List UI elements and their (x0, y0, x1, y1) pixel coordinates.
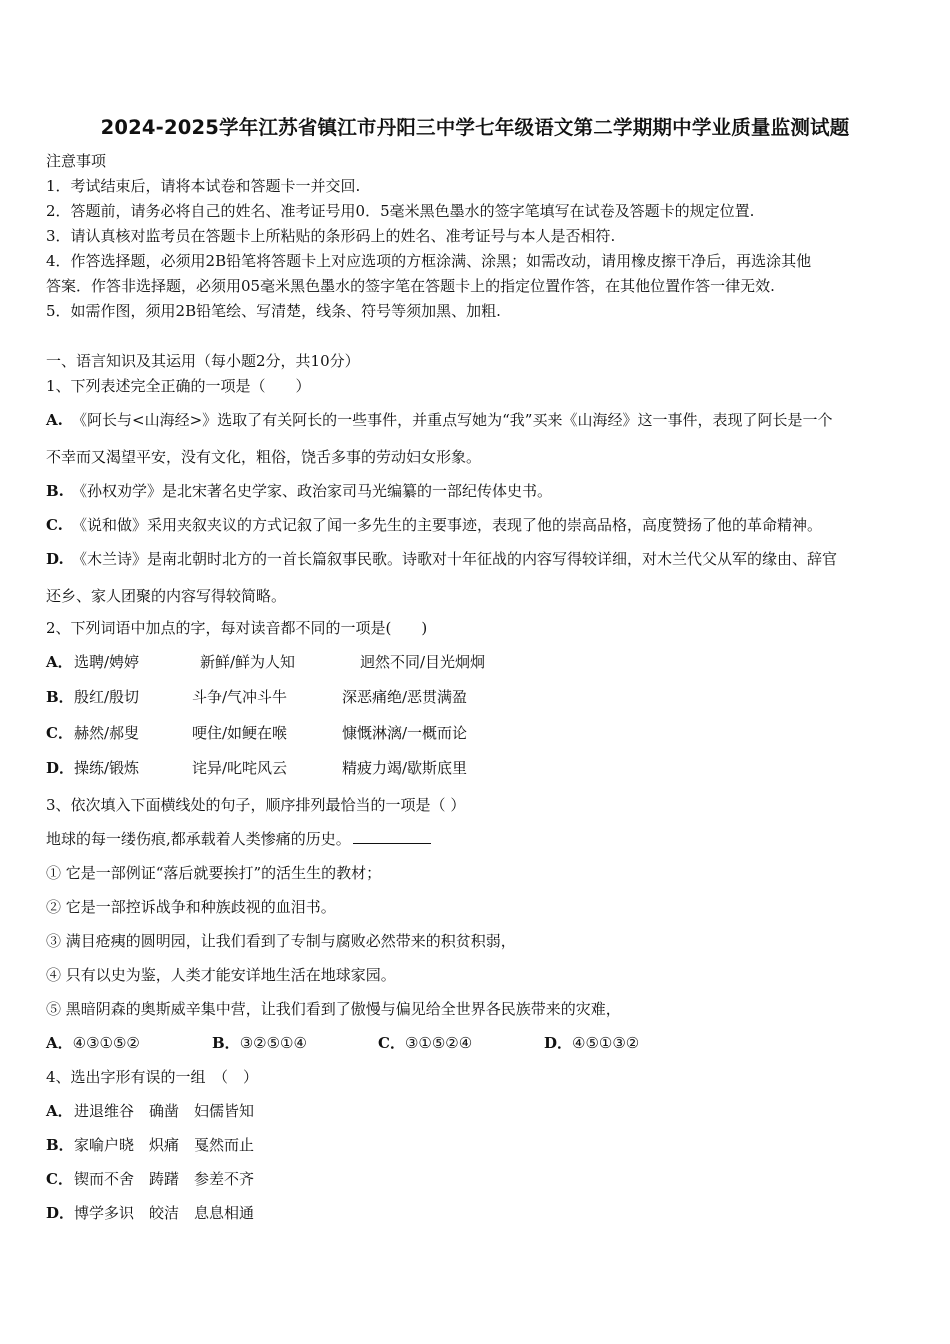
notice-item: 4．作答选择题，必须用2B铅笔将答题卡上对应选项的方框涂满、涂黑；如需改动，请用橡皮擦干净后，再选涂其他 (46, 252, 812, 270)
question-1-option-a-cont: 不幸而又渴望平安，没有文化，粗俗，饶舌多事的劳动妇女形象。 (46, 448, 482, 466)
option-word: 哽住/如鲠在喉 (192, 724, 288, 742)
option-word: 精疲力竭/歇斯底里 (342, 759, 468, 777)
question-3-lead (46, 829, 431, 849)
option-letter: D． (46, 1204, 75, 1222)
option-word: 赫然/郝叟 (74, 724, 140, 742)
option-text: ③②⑤①④ (239, 1034, 307, 1052)
option-letter: A. (46, 411, 63, 429)
option-letter: A． (46, 1102, 73, 1120)
option-text: 《阿长与<山海经>》选取了有关阿长的一些事件，并重点写她为“我”买来《山海经》这一事件，表现了阿长是一个 (72, 411, 833, 429)
option-letter: C． (378, 1034, 405, 1052)
question-3-stem: 3、依次填入下面横线处的句子，顺序排列最恰当的一项是（ ） (46, 796, 466, 814)
option-text: ④⑤①③② (572, 1034, 640, 1052)
option-letter: B. (46, 482, 64, 500)
notice-item: 1．考试结束后，请将本试卷和答题卡一并交回. (46, 177, 361, 195)
option-a (46, 1033, 212, 1053)
option-text: 《孙权劝学》是北宋著名史学家、政治家司马光编纂的一部纪传体史书。 (72, 482, 553, 500)
question-1-option-c (46, 515, 822, 535)
option-word: 诧异/叱咤风云 (192, 759, 288, 777)
question-3-sentence: ③ 满目疮痍的圆明园，让我们看到了专制与腐败必然带来的积贫积弱， (46, 932, 516, 950)
question-4-option-a (46, 1101, 254, 1121)
option-text: 《说和做》采用夹叙夹议的方式记叙了闻一多先生的主要事迹，表现了他的崇高品格，高度赞扬了他的革命精神。 (72, 516, 823, 534)
question-4-stem: 4、选出字形有误的一组 （ ） (46, 1068, 259, 1086)
notice-item: 5．如需作图，须用2B铅笔绘、写清楚，线条、符号等须加黑、加粗. (46, 302, 501, 320)
option-text: 博学多识 皎洁 息息相通 (74, 1204, 255, 1222)
question-3-sentence: ⑤ 黑暗阴森的奥斯威辛集中营，让我们看到了傲慢与偏见给全世界各民族带来的灾难， (46, 1000, 621, 1018)
option-word: 殷红/殷切 (74, 688, 140, 706)
question-3-sentence: ② 它是一部控诉战争和种族歧视的血泪书。 (46, 898, 336, 916)
option-letter: C． (46, 724, 73, 742)
question-3-sentence: ① 它是一部例证“落后就要挨打”的活生生的教材； (46, 864, 382, 882)
question-2-option-b (46, 687, 467, 707)
question-1-option-b (46, 481, 552, 501)
option-b (212, 1033, 378, 1053)
option-word: 迥然不同/目光炯炯 (360, 653, 486, 671)
option-word: 选聘/娉婷 (74, 653, 140, 671)
lead-text: 地球的每一缕伤痕,都承载着人类惨痛的历史。 (46, 830, 351, 848)
question-2-option-c (46, 723, 467, 743)
section-heading: 一、语言知识及其运用（每小题2分，共10分） (46, 352, 360, 370)
notice-item: 2．答题前，请务必将自己的姓名、准考证号用0．5毫米黑色墨水的签字笔填写在试卷及答题卡的规定位置. (46, 202, 755, 220)
option-letter: B． (212, 1034, 240, 1052)
option-text: ③①⑤②④ (404, 1034, 473, 1052)
option-letter: A． (46, 1034, 73, 1052)
option-letter: A． (46, 653, 73, 671)
question-1-stem: 1、下列表述完全正确的一项是（ ） (46, 377, 311, 395)
question-1-option-d-cont: 还乡、家人团聚的内容写得较简略。 (46, 587, 287, 605)
option-letter: C. (46, 516, 63, 534)
question-2-option-d (46, 758, 467, 778)
option-word: 操练/锻炼 (74, 759, 140, 777)
option-word: 慷慨淋漓/一概而论 (342, 724, 468, 742)
option-text: ④③①⑤② (72, 1034, 140, 1052)
option-d (544, 1033, 639, 1053)
question-4-option-b (46, 1135, 254, 1155)
option-letter: D. (46, 550, 64, 568)
option-letter: D． (544, 1034, 573, 1052)
option-text: 家喻户晓 炽痛 戛然而止 (74, 1136, 255, 1154)
option-text: 进退维谷 确凿 妇儒皆知 (74, 1102, 255, 1120)
answer-blank (353, 829, 431, 844)
option-c (378, 1033, 544, 1053)
question-4-option-d (46, 1203, 254, 1223)
question-1-option-a (46, 410, 832, 430)
notice-heading: 注意事项 (46, 152, 107, 170)
question-3-options (46, 1033, 639, 1053)
option-text: 《木兰诗》是南北朝时北方的一首长篇叙事民歌。诗歌对十年征战的内容写得较详细，对木兰代父从军的缘由、辞官 (72, 550, 838, 568)
question-3-sentence: ④ 只有以史为鉴，人类才能安详地生活在地球家园。 (46, 966, 396, 984)
question-1-option-d (46, 549, 837, 569)
question-2-stem: 2、下列词语中加点的字，每对读音都不同的一项是( ) (46, 619, 428, 637)
option-letter: D． (46, 759, 75, 777)
notice-item: 3．请认真核对监考员在答题卡上所粘贴的条形码上的姓名、准考证号与本人是否相符. (46, 227, 616, 245)
option-letter: C． (46, 1170, 73, 1188)
question-2-option-a (46, 652, 485, 672)
option-text: 锲而不舍 踌躇 参差不齐 (74, 1170, 255, 1188)
question-4-option-c (46, 1169, 254, 1189)
option-word: 新鲜/鲜为人知 (200, 653, 296, 671)
page-title: 2024-2025学年江苏省镇江市丹阳三中学七年级语文第二学期期中学业质量监测试题 (100, 116, 850, 139)
option-word: 斗争/气冲斗牛 (192, 688, 288, 706)
notice-item: 答案．作答非选择题，必须用05毫米黑色墨水的签字笔在答题卡上的指定位置作答，在其他位置作答一律无效. (46, 277, 775, 295)
option-word: 深恶痛绝/恶贯满盈 (342, 688, 468, 706)
option-letter: B． (46, 688, 74, 706)
option-letter: B． (46, 1136, 74, 1154)
